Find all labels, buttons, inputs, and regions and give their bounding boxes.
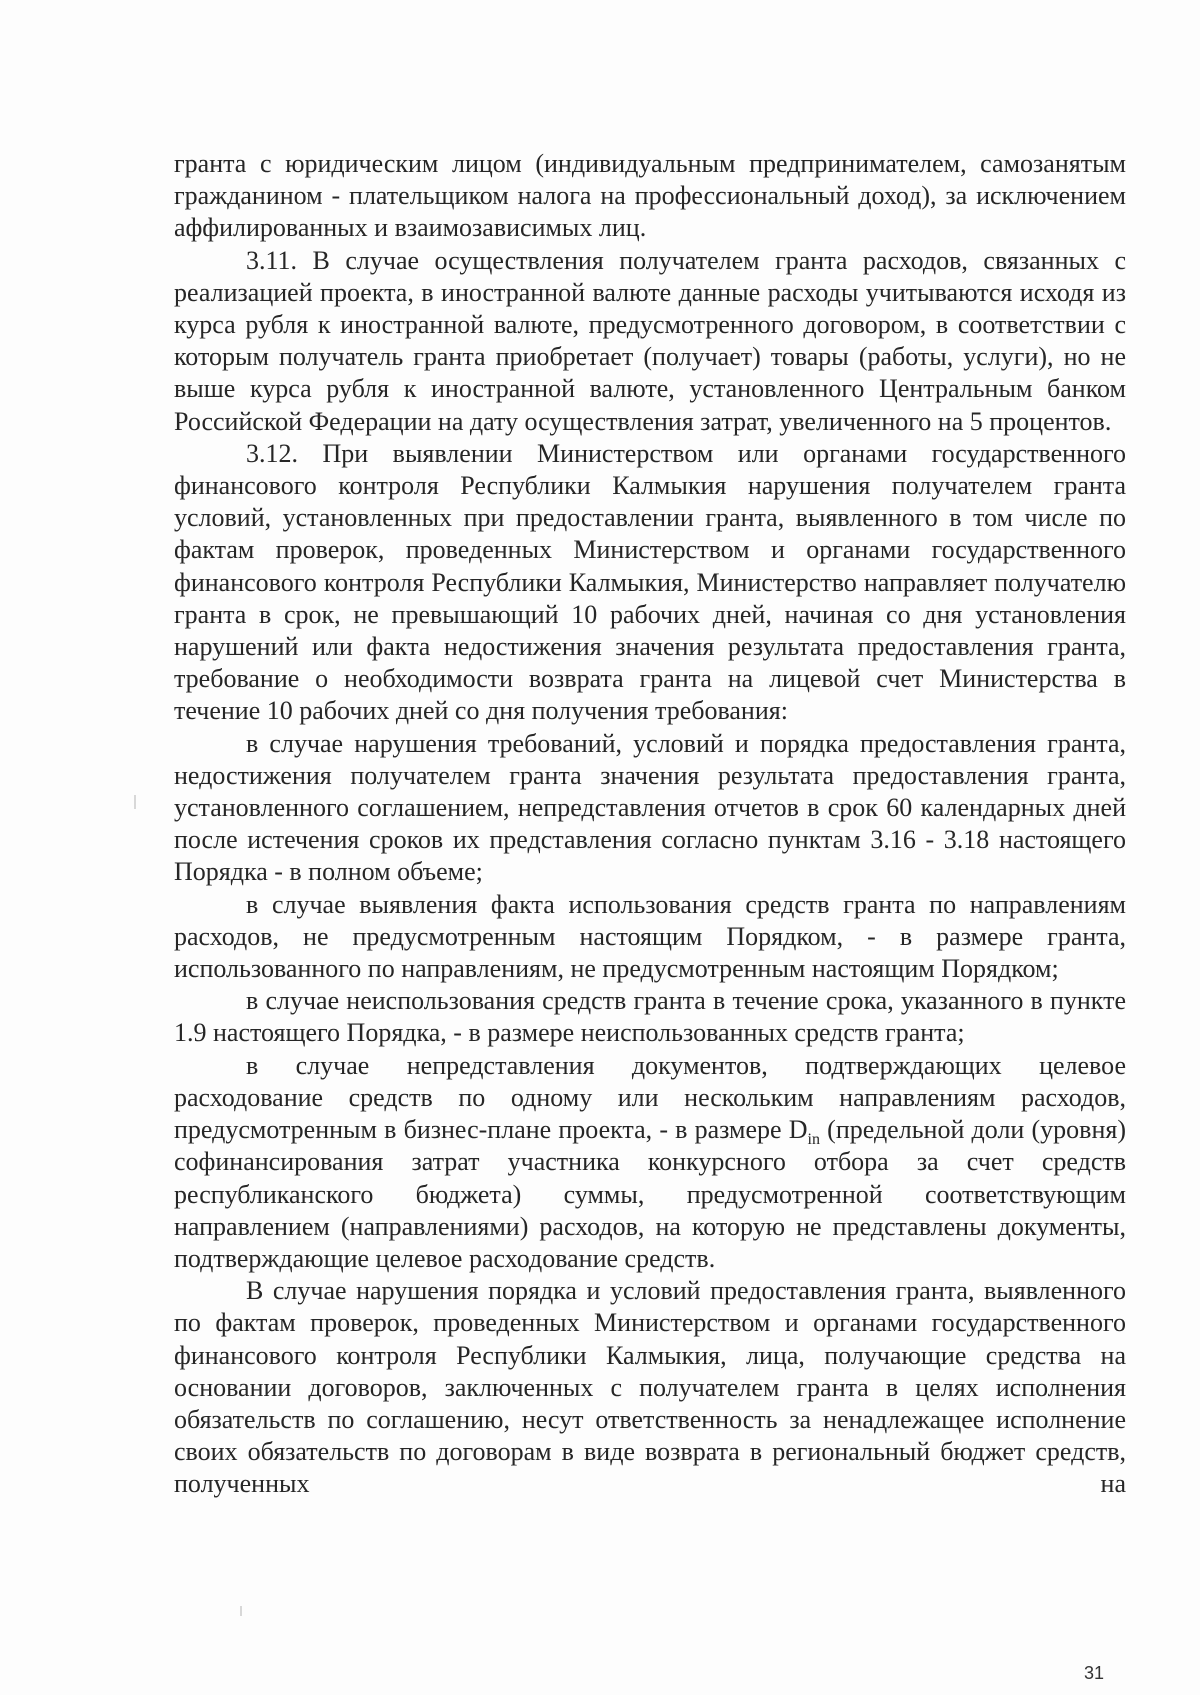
paragraph-3-12: 3.12. При выявлении Министерством или органами государственного финансового контроля Республики Калмыкия нарушения получателем гранта условий, установленных при предоставлении гранта, выявленного в том числе по фактам проверок, проведенных Министерством и органами государственного финансового контроля Республики Калмыкия, Министерство направляет получателю гранта в срок, не превышающий 10 рабочих дней, начиная со дня установления нарушений или факта недостижения значения результата предоставления гранта, требование о необходимости возврата гранта на лицевой счет Министерства в течение 10 рабочих дней со дня получения требования: <box>174 438 1126 726</box>
paragraph-violation-requirements: в случае нарушения требований, условий и порядка предоставления гранта, недостижения получателем гранта значения результата предоставления гранта, установленного соглашением, непредставления отчетов в срок 60 календарных дней после истечения сроков их представления согласно пунктам 3.16 - 3.18 настоящего Порядка - в полном объеме; <box>174 728 1126 887</box>
paragraph-continuation: гранта с юридическим лицом (индивидуальным предпринимателем, самозанятым гражданином - плательщиком налога на профессиональный доход), за исключением аффилированных и взаимозависимых лиц. <box>174 149 1126 243</box>
paragraph-missing-documents-text-1: в случае непредставления документов, подтверждающих целевое расходование средств по одному или нескольким направлениям расходов, предусмотренным в бизнес-плане проекта, - в размере D <box>174 1050 1126 1145</box>
paragraph-misuse-of-funds: в случае выявления факта использования средств гранта по направлениям расходов, не предусмотренным настоящим Порядком, - в размере гранта, использованного по направлениям, не предусмотренным настоящим Порядком; <box>174 889 1126 984</box>
paragraph-3-11: 3.11. В случае осуществления получателем гранта расходов, связанных с реализацией проекта, в иностранной валюте данные расходы учитываются исходя из курса рубля к иностранной валюте, предусмотренного договором, в соответствии с которым получатель гранта приобретает (получает) товары (работы, услуги), но не выше курса рубля к иностранной валюте, установленного Центральным банком Российской Федерации на дату осуществления затрат, увеличенного на 5 процентов. <box>174 245 1126 436</box>
scan-artifact-line <box>240 1606 242 1616</box>
paragraph-liability: В случае нарушения порядка и условий предоставления гранта, выявленного по фактам проверок, проведенных Министерством и органами государственного финансового контроля Республики Калмыкия, лица, получающие средства на основании договоров, заключенных с получателем гранта в целях исполнения обязательств по соглашению, несут ответственность за ненадлежащее исполнение своих обязательств по договорам в виде возврата в региональный бюджет средств, полученных на <box>174 1276 1126 1499</box>
document-body <box>174 148 1126 1501</box>
paragraph-missing-documents-text-2: (предельной доли (уровня) софинансирования затрат участника конкурсного отбора за счет средств республиканского бюджета) суммы, предусмотренной соответствующим направлением (направлениями) расходов, на которую не представлены документы, подтверждающие целевое расходование средств. <box>174 1115 1126 1273</box>
paragraph-missing-documents <box>174 1050 1126 1275</box>
paragraph-unused-funds: в случае неиспользования средств гранта в течение срока, указанного в пункте 1.9 настоящего Порядка, - в размере неиспользованных средств гранта; <box>174 986 1126 1048</box>
page-number: 31 <box>1083 1663 1104 1683</box>
scan-artifact-line <box>134 795 136 809</box>
subscript-in: in <box>807 1131 820 1149</box>
